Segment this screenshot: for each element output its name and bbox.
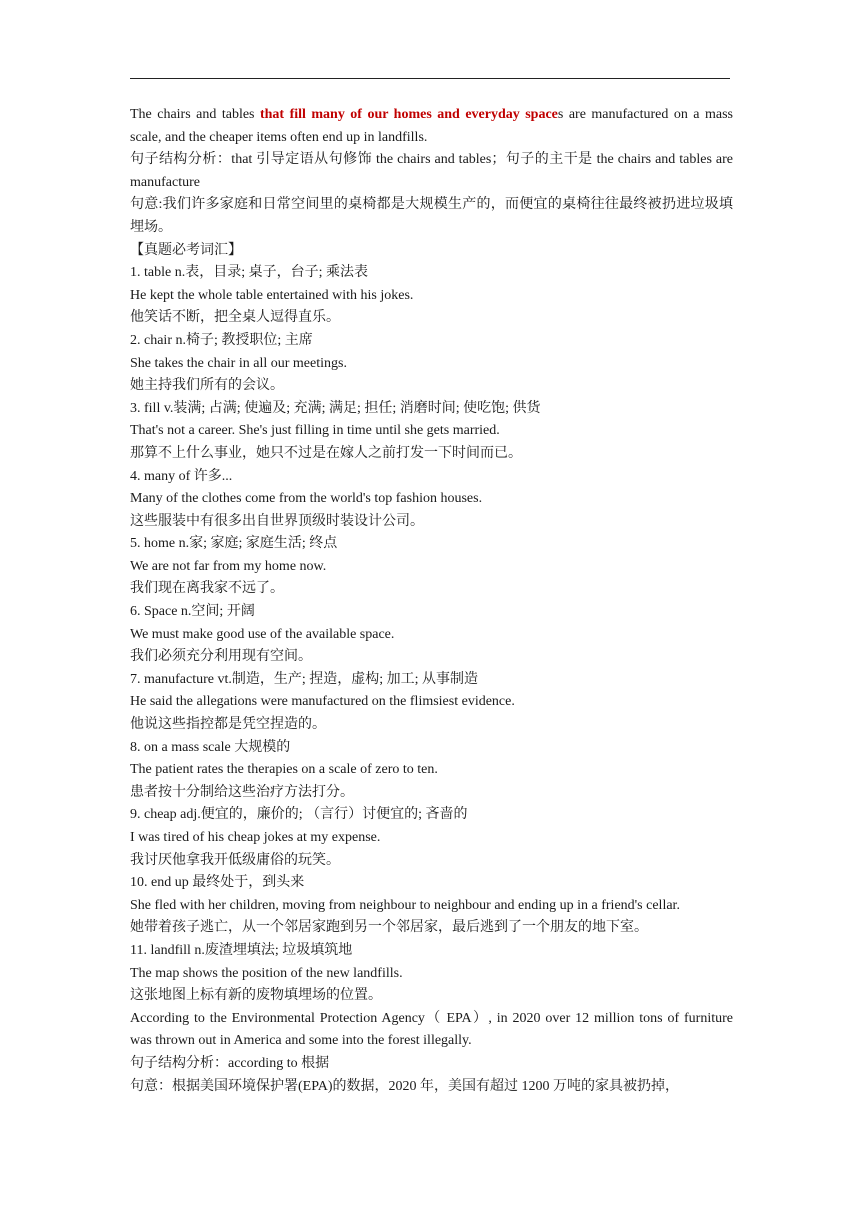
vocab-term: 11. landfill n.废渣埋填法; 垃圾填筑地: [130, 942, 353, 958]
paragraph-sentence: [130, 104, 733, 149]
vocab-example-zh: 我们现在离我家不远了。: [130, 581, 284, 597]
vocab-example-zh: 我讨厌他拿我开低级庸俗的玩笑。: [130, 852, 340, 868]
vocab-example-zh: 她主持我们所有的会议。: [130, 378, 284, 394]
vocab-example-en: The patient rates the therapies on a scale of zero to ten.: [130, 762, 438, 778]
vocab-entry: [130, 804, 733, 872]
vocab-example-en: She takes the chair in all our meetings.: [130, 355, 347, 371]
vocab-example-zh: 这张地图上标有新的废物填埋场的位置。: [130, 988, 382, 1004]
vocab-entry: [130, 872, 733, 940]
vocab-example-en: Many of the clothes come from the world's top fashion houses.: [130, 491, 483, 507]
vocab-entry: [130, 466, 733, 534]
vocab-example-en: We must make good use of the available space.: [130, 626, 395, 642]
vocab-entry: [130, 398, 733, 466]
vocab-list: [130, 262, 733, 1008]
vocab-entry: [130, 601, 733, 669]
document-body: [130, 104, 733, 1098]
vocab-entry: [130, 737, 733, 805]
vocab-example-en: That's not a career. She's just filling in time until she gets married.: [130, 423, 500, 439]
vocab-term: 5. home n.家; 家庭; 家庭生活; 终点: [130, 536, 338, 552]
vocab-example-en: We are not far from my home now.: [130, 558, 327, 574]
vocab-example-en: He said the allegations were manufactured on the flimsiest evidence.: [130, 694, 515, 710]
vocab-example-en: She fled with her children, moving from neighbour to neighbour and ending up in a friend's cellar.: [130, 897, 680, 913]
vocab-term: 1. table n.表，目录; 桌子，台子; 乘法表: [130, 265, 368, 281]
sentence-meaning: 句意:我们许多家庭和日常空间里的桌椅都是大规模生产的，而便宜的桌椅往往最终被扔进垃圾填埋场。: [130, 197, 733, 235]
header-rule: [130, 78, 730, 79]
vocab-term: 2. chair n.椅子; 教授职位; 主席: [130, 332, 313, 348]
vocab-entry: [130, 262, 733, 330]
vocab-term: 4. many of 许多...: [130, 468, 233, 484]
sentence-analysis: 句子结构分析：that 引导定语从句修饰 the chairs and tables；句子的主干是 the chairs and tables are manufacture: [130, 152, 733, 190]
vocab-example-zh: 那算不上什么事业，她只不过是在嫁人之前打发一下时间而已。: [130, 445, 522, 461]
vocab-entry: [130, 533, 733, 601]
vocab-example-en: I was tired of his cheap jokes at my expense.: [130, 830, 381, 845]
vocab-term: 10. end up 最终处于，到头来: [130, 875, 305, 891]
paragraph-sentence-2: According to the Environmental Protection Agency（ EPA）, in 2020 over 12 million tons of furniture was thrown out in America and some into the forest illegally.: [130, 1010, 733, 1049]
sentence-text: The chairs and tables: [130, 107, 260, 122]
vocab-entry: [130, 669, 733, 737]
vocab-term: 6. Space n.空间; 开阔: [130, 604, 255, 620]
vocab-example-en: He kept the whole table entertained with his jokes.: [130, 287, 414, 303]
vocab-term: 3. fill v.装满; 占满; 使遍及; 充满; 满足; 担任; 消磨时间; 使吃饱; 供货: [130, 400, 541, 416]
vocab-example-zh: 他笑话不断，把全桌人逗得直乐。: [130, 310, 340, 326]
vocab-term: 7. manufacture vt.制造，生产; 捏造，虚构; 加工; 从事制造: [130, 671, 479, 687]
vocab-example-zh: 这些服装中有很多出自世界顶级时装设计公司。: [130, 513, 424, 529]
vocab-heading: 【真题必考词汇】: [130, 242, 242, 258]
vocab-example-zh: 患者按十分制给这些治疗方法打分。: [130, 784, 354, 800]
sentence-analysis-2: 句子结构分析：according to 根据: [130, 1055, 330, 1071]
vocab-example-zh: 我们必须充分利用现有空间。: [130, 649, 312, 665]
highlighted-clause: that fill many of our homes and everyday space: [259, 107, 558, 122]
vocab-entry: [130, 330, 733, 398]
sentence-meaning-2: 句意：根据美国环境保护署(EPA)的数据，2020 年，美国有超过 1200 万吨的家具被扔掉，: [130, 1078, 679, 1094]
vocab-example-en: The map shows the position of the new landfills.: [130, 965, 403, 981]
vocab-example-zh: 他说这些指控都是凭空捏造的。: [130, 717, 326, 733]
sentence-text-continued: s are manufactured on a mass scale, and the cheaper items often end up in landfills.: [130, 107, 733, 145]
vocab-entry: [130, 940, 733, 1008]
vocab-term: 9. cheap adj.便宜的，廉价的; （言行）讨便宜的; 吝啬的: [130, 807, 468, 823]
vocab-term: 8. on a mass scale 大规模的: [130, 739, 291, 755]
vocab-example-zh: 她带着孩子逃亡，从一个邻居家跑到另一个邻居家，最后逃到了一个朋友的地下室。: [130, 920, 648, 936]
